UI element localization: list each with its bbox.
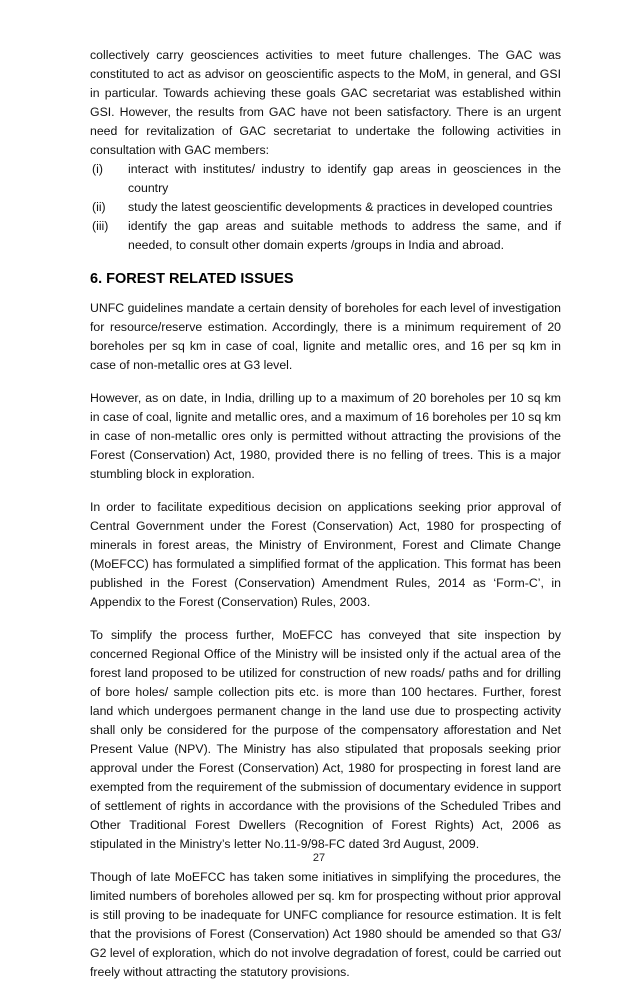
list-item	[90, 198, 561, 217]
body-paragraph: However, as on date, in India, drilling up to a maximum of 20 boreholes per 10 sq km in case of coal, lignite and metallic ores, and a maximum of 16 boreholes per 10 sq km in case of non-metallic ores only is permitted without attracting the provisions of the Forest (Conservation) Act, 1980, provided there is no felling of trees. This is a major stumbling block in exploration.	[90, 391, 561, 481]
list-item-text: interact with institutes/ industry to identify gap areas in geosciences in the country	[128, 162, 561, 195]
body-paragraph: Though of late MoEFCC has taken some initiatives in simplifying the procedures, the limited numbers of boreholes allowed per sq. km for prospecting without prior approval is still proving to be inadequate for UNFC compliance for resource estimation. It is felt that the provisions of Forest (Conservation) Act 1980 should be amended so that G3/ G2 level of exploration, which do not involve degradation of forest, could be carried out freely without attracting the statutory provisions.	[90, 870, 561, 979]
list-item-number: (i)	[92, 162, 103, 176]
intro-paragraph: collectively carry geosciences activities to meet future challenges. The GAC was constituted to act as advisor on geoscientific aspects to the MoM, in general, and GSI in particular. Towards achieving these goals GAC secretariat was established within GSI. However, the results from GAC have not been satisfactory. There is an urgent need for revitalization of GAC secretariat to undertake the following activities in consultation with GAC members:	[90, 48, 561, 157]
body-paragraph: In order to facilitate expeditious decision on applications seeking prior approval of Central Government under the Forest (Conservation) Act, 1980 for prospecting of minerals in forest areas, the Ministry of Environment, Forest and Climate Change (MoEFCC) has formulated a simplified format of the application. This format has been published in the Forest (Conservation) Amendment Rules, 2014 as ‘Form-C’, in Appendix to the Forest (Conservation) Rules, 2003.	[90, 500, 561, 609]
page-number: 27	[312, 852, 326, 864]
list-item-number: (iii)	[92, 219, 109, 233]
body-paragraph: UNFC guidelines mandate a certain density of boreholes for each level of investigation for resource/reserve estimation. Accordingly, there is a minimum requirement of 20 boreholes per sq km in case of coal, lignite and metallic ores, and 16 per sq km in case of non-metallic ores at G3 level.	[90, 301, 561, 372]
list-item	[90, 160, 561, 198]
list-item	[90, 217, 561, 255]
list-item-text: identify the gap areas and suitable methods to address the same, and if needed, to consult other domain experts /groups in India and abroad.	[128, 219, 561, 252]
list-item-text: study the latest geoscientific developments & practices in developed countries	[128, 200, 553, 214]
section-heading: 6. FOREST RELATED ISSUES	[90, 271, 294, 287]
body-paragraph: To simplify the process further, MoEFCC has conveyed that site inspection by concerned Regional Office of the Ministry will be insisted only if the actual area of the forest land proposed to be utilized for construction of new roads/ paths and for drilling of bore holes/ sample collection pits etc. is more than 100 hectares. Further, forest land which undergoes permanent change in the land use due to prospecting activity shall only be considered for the purpose of the compensatory afforestation and Net Present Value (NPV). The Ministry has also stipulated that proposals seeking prior approval under the Forest (Conservation) Act, 1980 for prospecting in forest land are exempted from the requirement of the submission of documentary evidence in support of settlement of rights in accordance with the provisions of the Scheduled Tribes and Other Traditional Forest Dwellers (Recognition of Forest Rights) Act, 2006 as stipulated in the Ministry’s letter No.11-9/98-FC dated 3rd August, 2009.	[90, 628, 561, 851]
activity-list	[90, 160, 561, 255]
list-item-number: (ii)	[92, 200, 106, 214]
